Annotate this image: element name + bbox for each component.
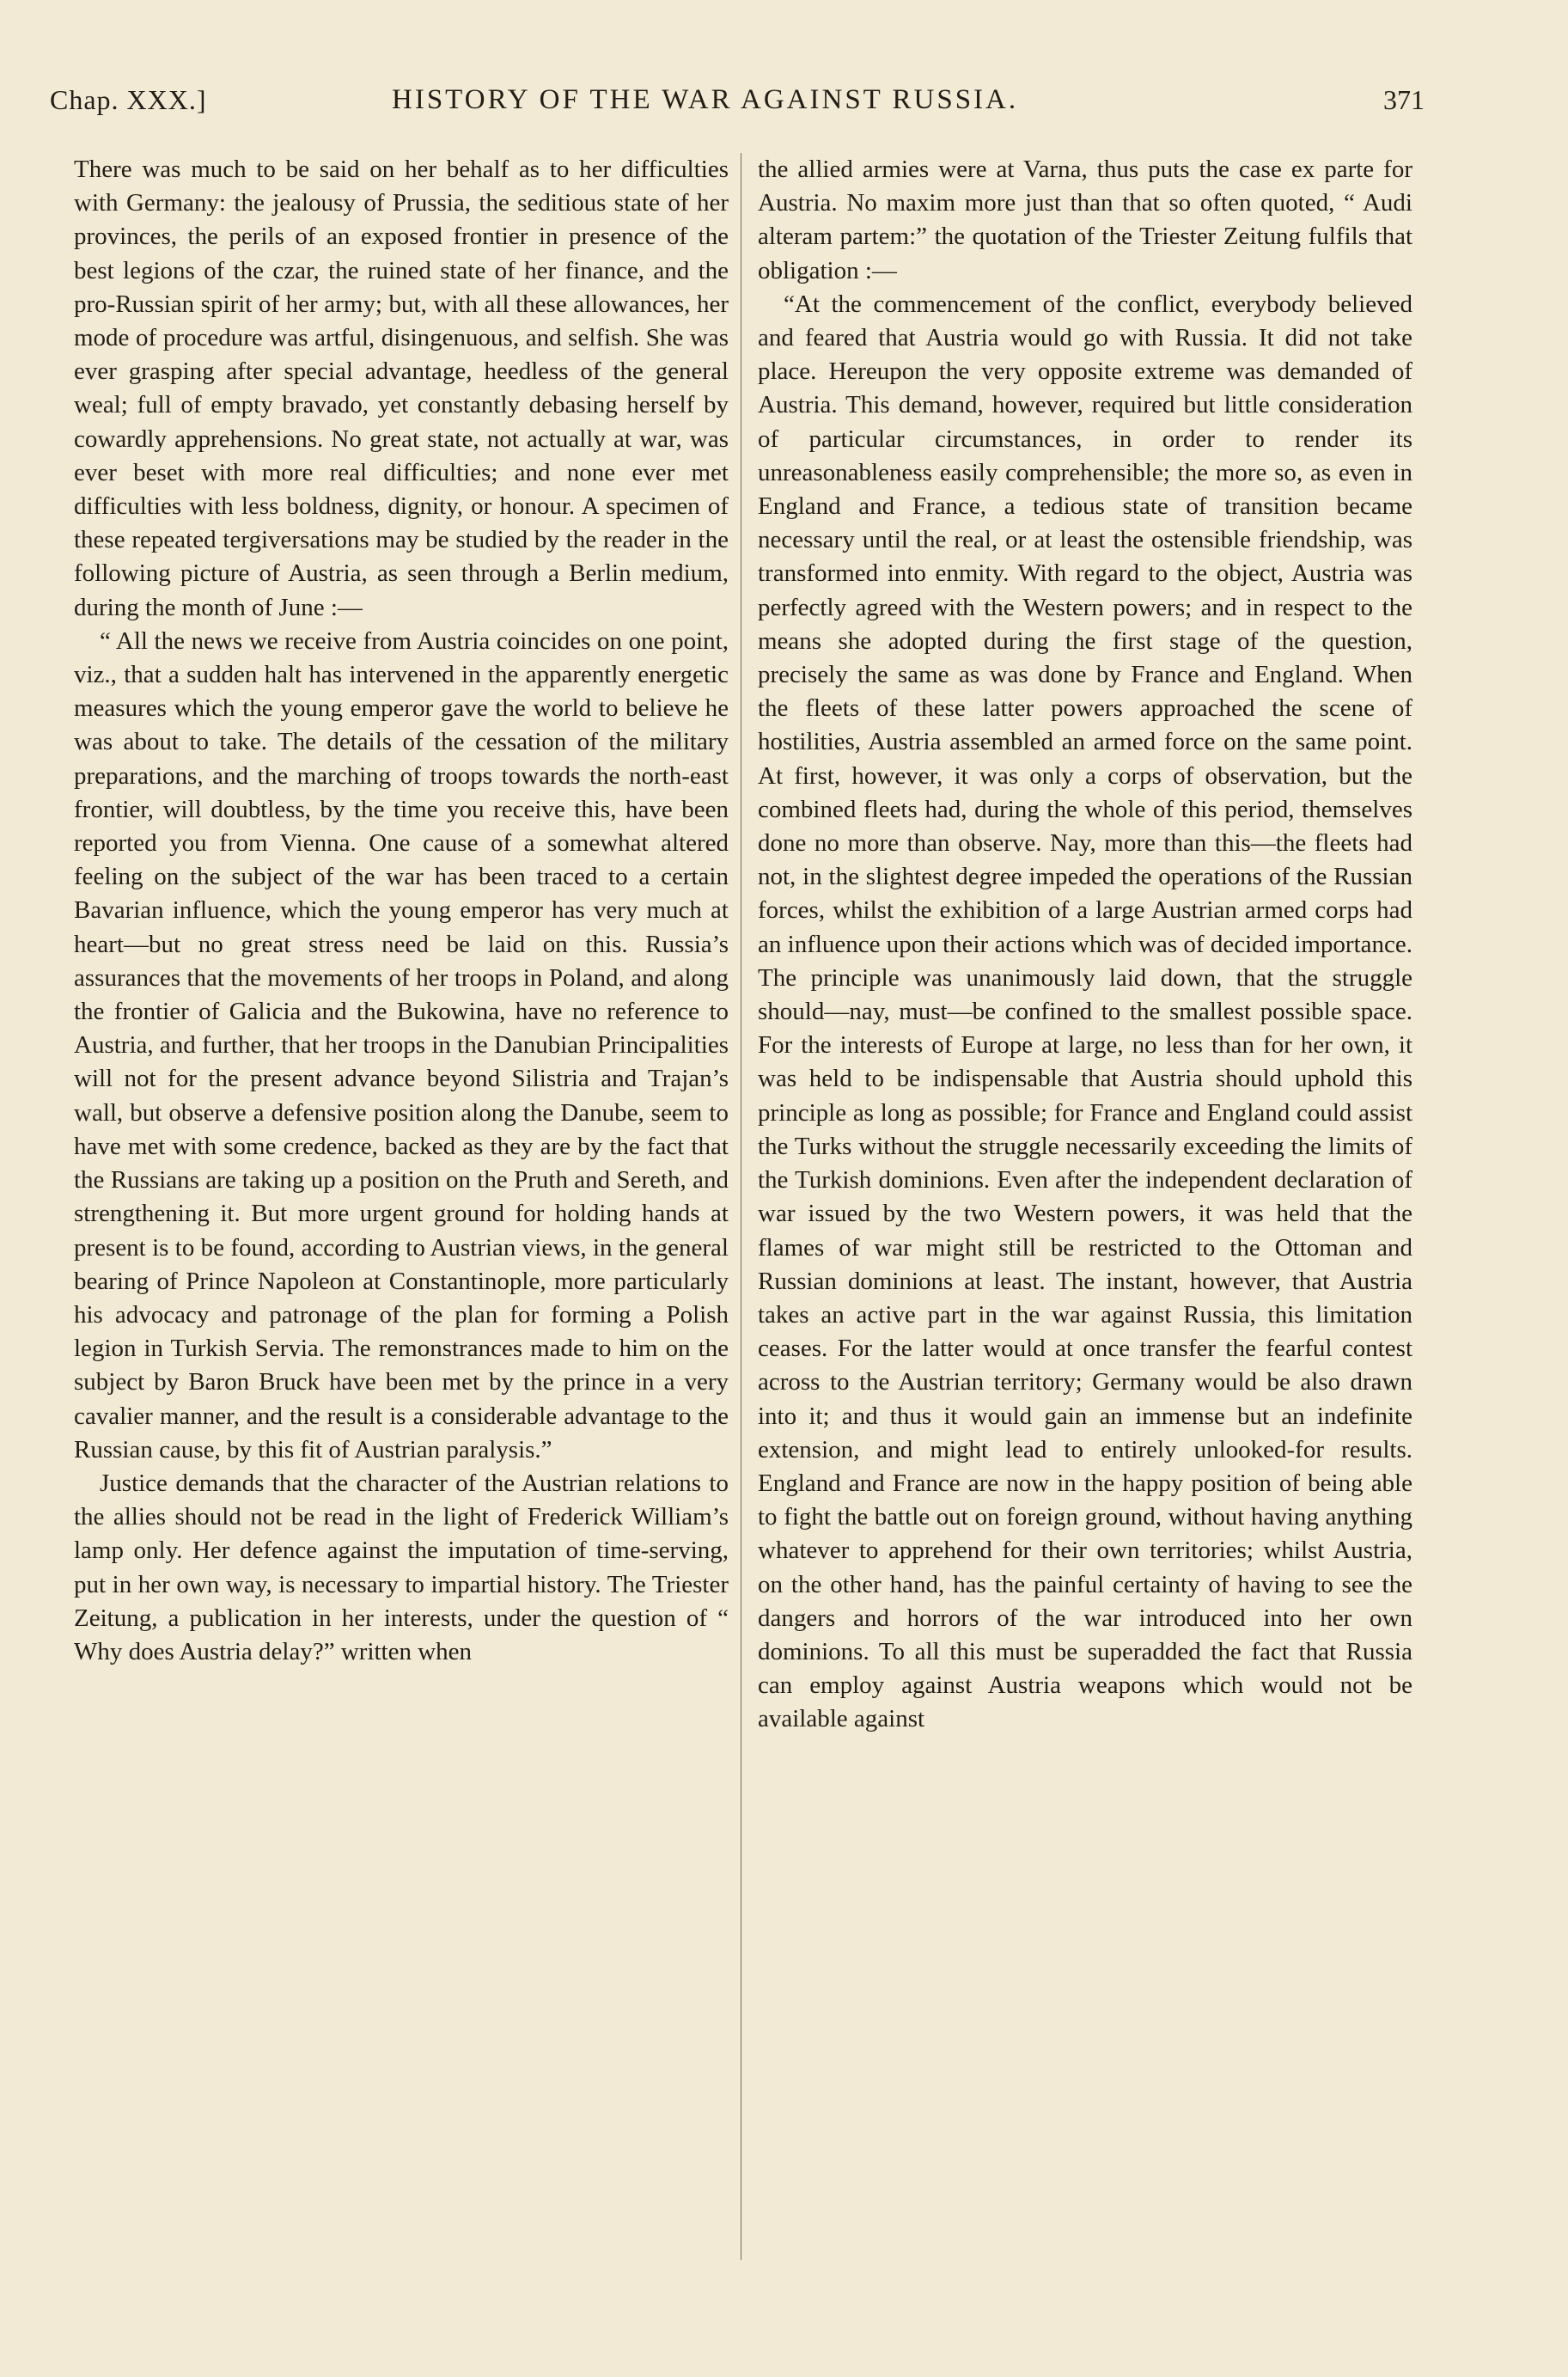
running-header <box>50 84 1425 127</box>
paragraph: “At the commencement of the conflict, everybody believed and feared that Austria would go with Russia. It did not take place. Hereupon the very opposite extreme was demanded of Austria. This demand, however, required but little consideration of particular circumstances, in order to render its unreasonableness easily comprehensible; the more so, as even in England and France, a tedious state of transition became necessary until the real, or at least the ostensible friendship, was transformed into enmity. With regard to the object, Austria was perfectly agreed with the Western powers; and in respect to the means she adopted during the first stage of the question, precisely the same as was done by France and England. When the fleets of these latter powers approached the scene of hostilities, Austria assembled an armed force on the same point. At first, however, it was only a corps of observation, but the combined fleets had, during the whole of this period, themselves done no more than observe. Nay, more than this—the fleets had not, in the slightest degree impeded the operations of the Russian forces, whilst the exhibition of a large Austrian armed corps had an influence upon their actions which was of decided importance. The principle was unanimously laid down, that the struggle should—nay, must—be confined to the smallest possible space. For the interests of Europe at large, no less than for her own, it was held to be indispensable that Austria should uphold this principle as long as possible; for France and England could assist the Turks without the struggle necessarily exceeding the limits of the Turkish dominions. Even after the independent declaration of war issued by the two Western powers, it was held that the flames of war might still be restricted to the Ottoman and Russian dominions at least. The instant, however, that Austria takes an active part in the war against Russia, this limitation ceases. For the latter would at once transfer the fearful contest across to the Austrian territory; Germany would be also drawn into it; and thus it would gain an immense but an indefinite extension, and might lead to entirely unlooked-for results. England and France are now in the happy position of being able to fight the battle out on foreign ground, without having anything whatever to apprehend for their own territories; whilst Austria, on the other hand, has the painful certainty of having to see the dangers and horrors of the war introduced into her own dominions. To all this must be superadded the fact that Russia can employ against Austria weapons which would not be available against <box>758 290 1412 1733</box>
right-column <box>758 153 1412 2267</box>
left-column <box>74 153 729 2267</box>
page-number: 371 <box>1383 84 1425 115</box>
paragraph: Justice demands that the character of the Austrian relations to the allies should not be read in the light of Frederick William’s lamp only. Her defence against the imputation of time-serving, put in her own way, is necessary to impartial history. The Triester Zeitung, a publication in her interests, under the question of “ Why does Austria delay?” written when <box>74 1469 729 1665</box>
paragraph: the allied armies were at Varna, thus puts the case ex parte for Austria. No maxim more just than that so often quoted, “ Audi alteram partem:” the quotation of the Triester Zeitung fulfils that obligation :— <box>758 156 1412 284</box>
running-title: HISTORY OF THE WAR AGAINST RUSSIA. <box>392 84 1019 115</box>
paragraph: “ All the news we receive from Austria coincides on one point, viz., that a sudden halt has intervened in the apparently energetic measures which the young emperor gave the world to believe he was about to take. The details of the cessation of the military preparations, and the marching of troops towards the north-east frontier, will doubtless, by the time you receive this, have been reported you from Vienna. One cause of a somewhat altered feeling on the subject of the war has been traced to a certain Bavarian influence, which the young emperor has very much at heart—but no great stress need be laid on this. Russia’s assurances that the movements of her troops in Poland, and along the frontier of Galicia and the Bukowina, have no reference to Austria, and further, that her troops in the Danubian Principalities will not for the present advance beyond Silistria and Trajan’s wall, but observe a defensive position along the Danube, seem to have met with some credence, backed as they are by the fact that the Russians are taking up a position on the Pruth and Sereth, and strengthening it. But more urgent ground for holding hands at present is to be found, according to Austrian views, in the general bearing of Prince Napoleon at Constantinople, more particularly his advocacy and patronage of the plan for forming a Polish legion in Turkish Servia. The remonstrances made to him on the subject by Baron Bruck have been met by the prince in a very cavalier manner, and the result is a considerable advantage to the Russian cause, by this fit of Austrian paralysis.” <box>74 626 729 1463</box>
paragraph: There was much to be said on her behalf as to her difficulties with Germany: the jealousy of Prussia, the seditious state of her provinces, the perils of an exposed frontier in presence of the best legions of the czar, the ruined state of her finance, and the pro-Russian spirit of her army; but, with all these allowances, her mode of procedure was artful, disingenuous, and selfish. She was ever grasping after special advantage, heedless of the general weal; full of empty bravado, yet constantly debasing herself by cowardly apprehensions. No great state, not actually at war, was ever beset with more real difficulties; and none ever met difficulties with less boldness, dignity, or honour. A specimen of these repeated tergiversations may be studied by the reader in the following picture of Austria, as seen through a Berlin medium, during the month of June :— <box>74 156 729 621</box>
chapter-label: Chap. XXX.] <box>50 84 207 115</box>
